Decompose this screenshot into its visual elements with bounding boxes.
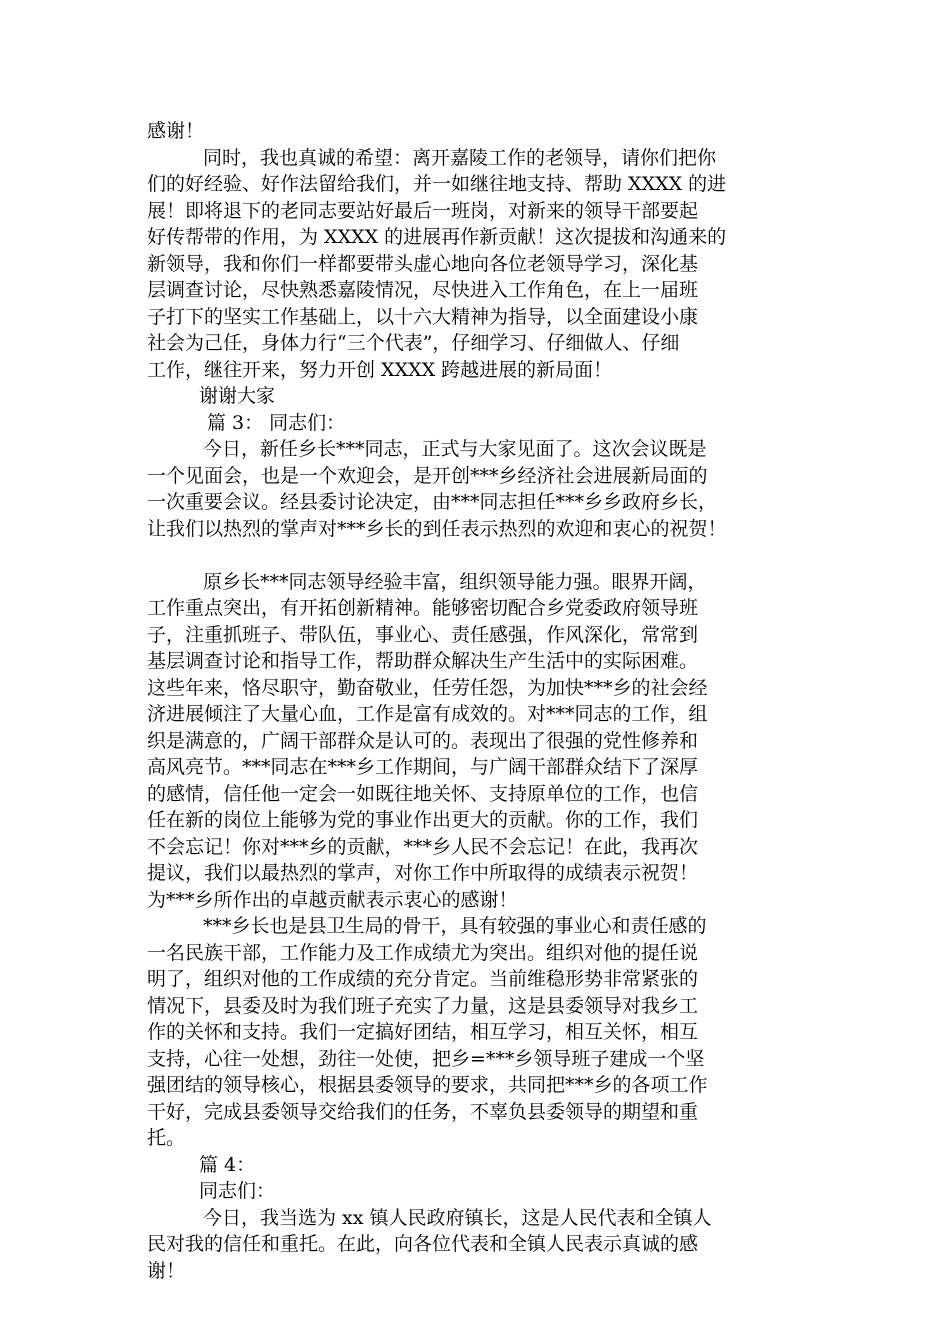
text-line: 干好，完成县委领导交给我们的任务，不辜负县委领导的期望和重 [147, 1100, 699, 1123]
paragraph-first-line: 原乡长***同志领导经验丰富，组织领导能力强。眼界开阔， [203, 570, 707, 593]
text-line: 展！即将退下的老同志要站好最后一班岗，对新来的领导干部要起 [147, 199, 699, 222]
text-line: 让我们以热烈的掌声对***乡长的到任表示热烈的欢迎和衷心的祝贺！ [147, 517, 727, 540]
closing-line: 谢谢大家 [199, 385, 276, 407]
text-line: 强团结的领导核心，根据县委领导的要求，共同把***乡的各项工作 [147, 1074, 708, 1096]
text-line: 层调查讨论，尽快熟悉嘉陵情况，尽快进入工作角色，在上一届班 [147, 279, 699, 301]
text-line: 任在新的岗位上能够为党的事业作出更大的贡献。你的工作，我们 [147, 809, 699, 831]
text-line: 织是满意的，广阔干部群众是认可的。表现出了很强的党性修养和 [147, 729, 699, 752]
text-line: 明了，组织对他的工作成绩的充分肯定。当前维稳形势非常紧张的 [147, 968, 699, 990]
text-line: 子打下的坚实工作基础上，以十六大精神为指导，以全面建设小康 [147, 305, 699, 328]
text-line: 新领导，我和你们一样都要带头虚心地向各位老领导学习，深化基 [147, 252, 699, 275]
paragraph-first-line: 今日，我当选为 xx 镇人民政府镇长，这是人民代表和全镇人 [203, 1206, 712, 1229]
text-line: 不会忘记！你对***乡的贡献，***乡人民不会忘记！在此，我再次 [147, 835, 699, 858]
section-heading: 篇 3： 同志们： [207, 411, 346, 434]
document-body [147, 118, 827, 1284]
paragraph-first-line: 同时，我也真诚的希望：离开嘉陵工作的老领导，请你们把你 [203, 146, 717, 169]
text-line: 基层调查讨论和指导工作，帮助群众解决生产生活中的实际困难。 [147, 650, 699, 672]
text-line: 感谢！ [147, 120, 205, 142]
text-line: 好传帮带的作用，为 XXXX 的进展再作新贡献！这次提拔和沟通来的 [147, 226, 727, 248]
text-line: 工作重点突出，有开拓创新精神。能够密切配合乡党委政府领导班 [147, 597, 699, 619]
section-heading: 篇 4： [199, 1153, 256, 1176]
text-line: 情况下，县委及时为我们班子充实了力量，这是县委领导对我乡工 [147, 994, 699, 1017]
text-line: 高风亮节。***同志在***乡工作期间，与广阔干部群众结下了深厚 [147, 756, 699, 778]
paragraph-first-line: ***乡长也是县卫生局的骨干，具有较强的事业心和责任感的 [203, 915, 707, 937]
text-line: 一次重要会议。经县委讨论决定，由***同志担任***乡乡政府乡长， [147, 491, 718, 513]
text-line: 子，注重抓班子、带队伍，事业心、责任感强，作风深化，常常到 [147, 623, 699, 646]
text-line: 作的关怀和支持。我们一定搞好团结，相互学习，相互关怀，相互 [147, 1021, 699, 1043]
text-line: 托。 [147, 1127, 186, 1149]
salutation-line: 同志们： [199, 1180, 276, 1202]
text-line: 的感情，信任他一定会一如既往地关怀、支持原单位的工作，也信 [147, 782, 699, 805]
blank-line [147, 542, 827, 569]
text-line: 为***乡所作出的卓越贡献表示衷心的感谢！ [147, 888, 518, 911]
text-line: 民对我的信任和重托。在此，向各位代表和全镇人民表示真诚的感 [147, 1233, 699, 1255]
text-line: 这些年来，恪尽职守，勤奋敬业，任劳任怨，为加快***乡的社会经 [147, 676, 708, 699]
paragraph-first-line: 今日，新任乡长***同志，正式与大家见面了。这次会议既是 [203, 438, 707, 460]
text-line: 谢！ [147, 1259, 186, 1282]
text-line: 提议，我们以最热烈的掌声，对你工作中所取得的成绩表示祝贺！ [147, 862, 699, 884]
text-line: 济进展倾注了大量心血，工作是富有成效的。对***同志的工作，组 [147, 703, 708, 725]
text-line: 们的好经验、好作法留给我们，并一如继往地支持、帮助 XXXX 的进 [147, 173, 727, 195]
text-line: 一个见面会，也是一个欢迎会，是开创***乡经济社会进展新局面的 [147, 464, 708, 487]
text-line: 支持，心往一处想，劲往一处使，把乡=***乡领导班子建成一个坚 [147, 1047, 705, 1070]
text-line: 工作，继往开来，努力开创 XXXX 跨越进展的新局面！ [147, 358, 613, 381]
text-line: 社会为己任，身体力行“三个代表”，仔细学习、仔细做人、仔细 [147, 332, 680, 354]
text-line: 一名民族干部，工作能力及工作成绩尤为突出。组织对他的提任说 [147, 941, 699, 964]
